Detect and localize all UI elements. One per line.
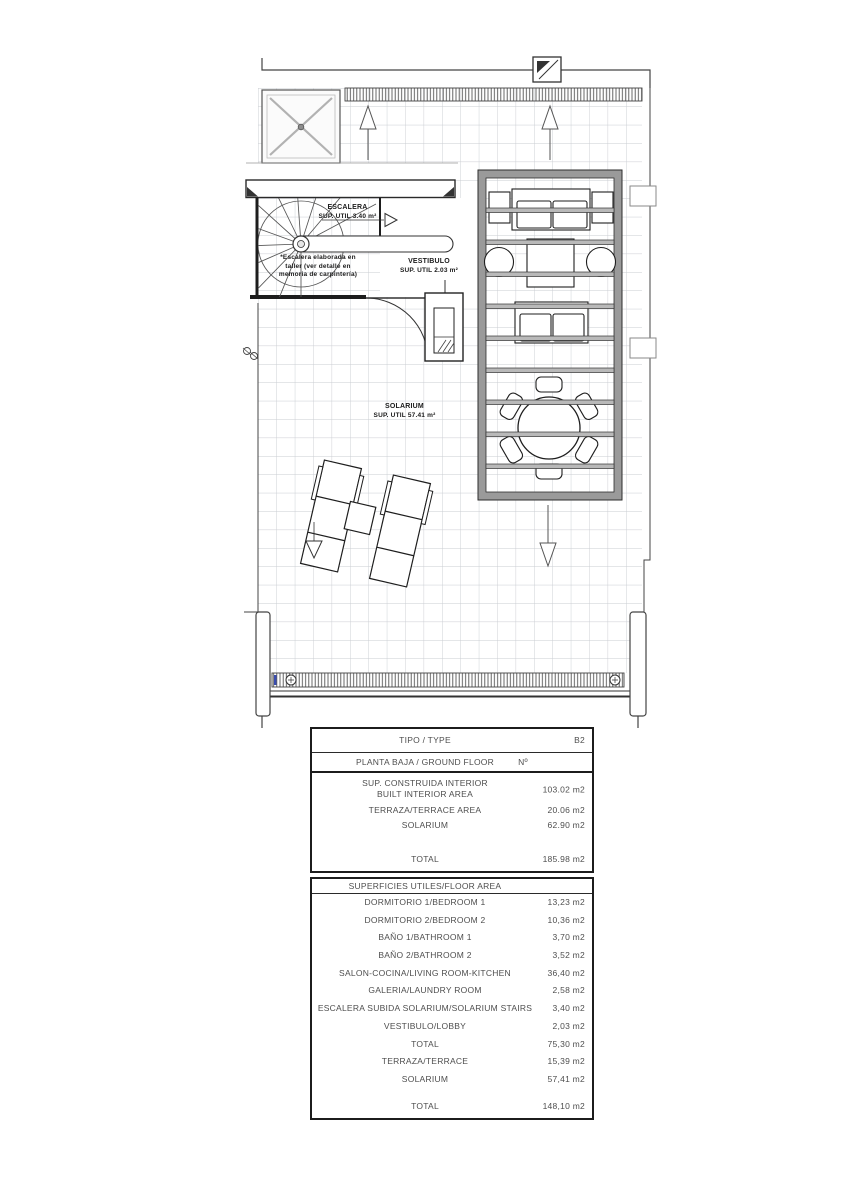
row-label: TOTAL bbox=[411, 854, 439, 864]
row-label: DORMITORIO 2/BEDROOM 2 bbox=[364, 914, 486, 925]
row-label: BAÑO 2/BATHROOM 2 bbox=[378, 950, 472, 961]
row-label: SALON-COCINA/LIVING ROOM-KITCHEN bbox=[339, 967, 511, 978]
solarium-area: SUP. UTIL 57.41 m² bbox=[373, 411, 436, 419]
table-row bbox=[312, 947, 592, 965]
row-value: 62.90 m2 bbox=[547, 820, 585, 830]
escalera-note: *Escalera elaborada en taller (ver detalle en memoria de carpintería) bbox=[278, 254, 358, 278]
row-value: B2 bbox=[574, 735, 585, 745]
row-value: 3,52 m2 bbox=[552, 950, 585, 961]
row-value: 3,70 m2 bbox=[552, 932, 585, 943]
table-row bbox=[312, 965, 592, 983]
table-row bbox=[312, 1018, 592, 1036]
top-boundary bbox=[262, 58, 650, 88]
pipe-symbol bbox=[243, 348, 258, 360]
blue-mark bbox=[274, 675, 277, 685]
row-value: 75,30 m2 bbox=[547, 1038, 585, 1049]
table-row bbox=[312, 729, 592, 753]
vestibulo-area: SUP. UTIL 2.03 m² bbox=[399, 266, 459, 274]
row-label: ESCALERA SUBIDA SOLARIUM/SOLARIUM STAIRS bbox=[317, 1003, 533, 1014]
row-value: 2,03 m2 bbox=[552, 1020, 585, 1031]
type-summary-table bbox=[310, 727, 594, 873]
floor-areas-table bbox=[310, 877, 594, 1120]
solarium-label bbox=[352, 403, 457, 420]
row-value: 36,40 m2 bbox=[547, 967, 585, 978]
escalera-label bbox=[305, 204, 390, 221]
table-row bbox=[312, 803, 592, 818]
vestibulo-title: VESTIBULO bbox=[408, 258, 450, 265]
row-label: SOLARIUM bbox=[401, 820, 449, 830]
escalera-title: ESCALERA bbox=[327, 204, 368, 211]
row-value: 185.98 m2 bbox=[542, 854, 585, 864]
left-boundary bbox=[243, 303, 258, 612]
top-hatched-wall bbox=[345, 88, 642, 101]
row-label: GALERIA/LAUNDRY ROOM bbox=[368, 985, 482, 996]
row-label: TERRAZA/TERRACE bbox=[381, 1056, 469, 1067]
solarium-title: SOLARIUM bbox=[385, 403, 424, 410]
row-value: 13,23 m2 bbox=[547, 897, 585, 907]
table-row bbox=[312, 1071, 592, 1089]
table-row bbox=[312, 982, 592, 1000]
vestibulo-label bbox=[383, 258, 475, 275]
row-label: TOTAL bbox=[411, 1038, 439, 1049]
table-row bbox=[312, 894, 592, 912]
table-row bbox=[312, 1000, 592, 1018]
row-label: SOLARIUM bbox=[401, 1073, 449, 1084]
table-row bbox=[312, 753, 592, 773]
table-header-label: SUPERFICIES UTILES/FLOOR AREA bbox=[348, 881, 502, 891]
chimney-vent bbox=[533, 57, 561, 82]
row-value: Nº bbox=[518, 757, 528, 767]
row-label: PLANTA BAJA / GROUND FLOOR bbox=[355, 757, 495, 767]
row-value: 103.02 m2 bbox=[542, 784, 585, 794]
table-row bbox=[312, 818, 592, 833]
row-value: 20.06 m2 bbox=[547, 805, 585, 815]
row-label: SUP. CONSTRUIDA INTERIOR BUILT INTERIOR AREA bbox=[362, 778, 488, 799]
row-label: DORMITORIO 1/BEDROOM 1 bbox=[364, 897, 486, 907]
row-label: TERRAZA/TERRACE AREA bbox=[368, 805, 482, 815]
row-label: VESTIBULO/LOBBY bbox=[383, 1020, 467, 1031]
escalera-area: SUP. UTIL 3.40 m² bbox=[318, 212, 377, 220]
row-value: 3,40 m2 bbox=[552, 1003, 585, 1014]
table-row bbox=[312, 1053, 592, 1071]
row-value: 2,58 m2 bbox=[552, 985, 585, 996]
total-row bbox=[312, 1098, 592, 1115]
row-value: 148,10 m2 bbox=[542, 1100, 585, 1111]
total-row bbox=[312, 851, 592, 868]
skylight bbox=[262, 90, 340, 163]
row-value: 10,36 m2 bbox=[547, 914, 585, 925]
row-label: TOTAL bbox=[411, 1100, 439, 1111]
table-row bbox=[312, 912, 592, 930]
table-row bbox=[312, 1036, 592, 1054]
row-value: 15,39 m2 bbox=[547, 1056, 585, 1067]
table-row bbox=[312, 776, 592, 803]
row-value: 57,41 m2 bbox=[547, 1073, 585, 1084]
stair-run-handrail bbox=[301, 236, 453, 252]
table-header bbox=[312, 879, 592, 894]
row-label: BAÑO 1/BATHROOM 1 bbox=[378, 932, 472, 943]
row-label: TIPO / TYPE bbox=[399, 735, 451, 745]
table-row bbox=[312, 929, 592, 947]
